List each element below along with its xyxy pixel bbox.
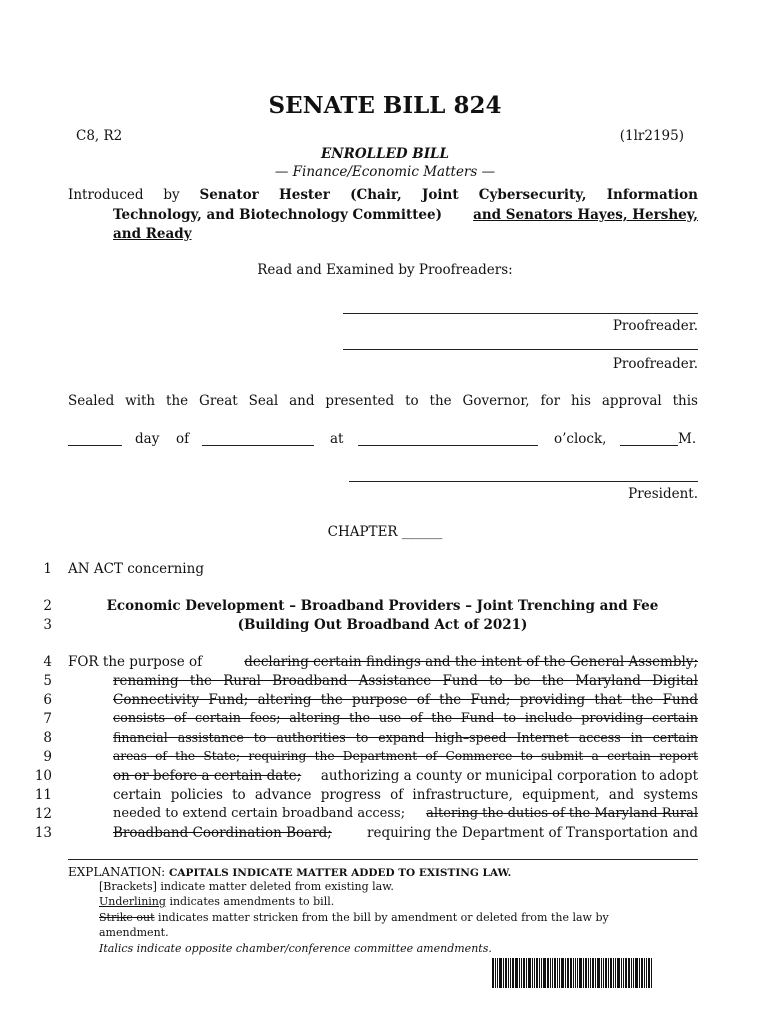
barcode-bar bbox=[615, 958, 616, 988]
ampm-blank bbox=[620, 445, 678, 446]
barcode-bar bbox=[577, 958, 578, 988]
barcode-bar bbox=[565, 958, 566, 988]
brackets-sample: [Brackets] bbox=[99, 880, 157, 893]
at-label: at bbox=[330, 431, 344, 447]
explanation-capitals: CAPITALS INDICATE MATTER ADDED TO EXISTING LAW. bbox=[169, 867, 512, 879]
line-number: 8 bbox=[43, 730, 52, 746]
month-blank bbox=[202, 445, 314, 446]
barcode-bar bbox=[512, 958, 514, 988]
barcode-bar bbox=[631, 958, 632, 988]
line-number: 5 bbox=[43, 673, 52, 689]
barcode-bar bbox=[579, 958, 582, 988]
barcode-bar bbox=[561, 958, 564, 988]
barcode-bar bbox=[532, 958, 533, 988]
barcode-bar bbox=[575, 958, 576, 988]
line-number: 12 bbox=[34, 806, 52, 822]
barcode-bar bbox=[585, 958, 587, 988]
stricken-text: Broadband Coordination Board; bbox=[113, 825, 332, 841]
explanation-label: EXPLANATION: bbox=[68, 865, 166, 879]
barcode-bar bbox=[605, 958, 607, 988]
barcode-bar bbox=[495, 958, 496, 988]
sponsor-line-3: and Ready bbox=[113, 226, 192, 242]
explanation-strike-cont: amendment. bbox=[99, 926, 169, 939]
barcode-bar bbox=[554, 958, 556, 988]
stricken-text: altering the duties of the Maryland Rural bbox=[426, 806, 698, 821]
day-blank bbox=[68, 445, 122, 446]
barcode-bar bbox=[644, 958, 645, 988]
oclock-label: o’clock, bbox=[554, 431, 607, 447]
barcode-bar bbox=[583, 958, 584, 988]
barcode-bar bbox=[547, 958, 549, 988]
barcode-bar bbox=[497, 958, 498, 988]
line-number: 4 bbox=[43, 654, 52, 670]
stricken-text: renaming the Rural Broadband Assistance Fund to be the Maryland Digital bbox=[113, 673, 698, 689]
barcode-bar bbox=[633, 958, 634, 988]
line-number: 7 bbox=[43, 711, 52, 727]
barcode-bar bbox=[503, 958, 504, 988]
barcode-bar bbox=[573, 958, 574, 988]
barcode-bar bbox=[635, 958, 638, 988]
sponsor-line-2a: Technology, and Biotechnology Committee) bbox=[113, 207, 442, 223]
underlining-description: indicates amendments to bill. bbox=[169, 895, 335, 908]
barcode-bar bbox=[536, 958, 538, 988]
barcode-bar bbox=[570, 958, 572, 988]
proofreader-label-1: Proofreader. bbox=[612, 318, 698, 334]
lr-number: (1lr2195) bbox=[619, 128, 684, 144]
barcode-bar bbox=[543, 958, 546, 988]
line-number: 3 bbox=[43, 617, 52, 633]
barcode-bar bbox=[505, 958, 507, 988]
barcode-bar bbox=[557, 958, 558, 988]
purpose-prefix: FOR the purpose of bbox=[68, 654, 203, 670]
barcode-image bbox=[492, 958, 680, 988]
barcode-bar bbox=[608, 958, 609, 988]
bill-title: SENATE BILL 824 bbox=[268, 92, 502, 119]
president-label: President. bbox=[628, 486, 698, 502]
explanation-brackets bbox=[99, 880, 394, 893]
purpose-text: authorizing a county or municipal corporation to adopt bbox=[320, 768, 698, 784]
sponsor-line-2b: and Senators Hayes, Hershey, bbox=[473, 207, 698, 223]
act-concerning: AN ACT concerning bbox=[68, 561, 204, 577]
barcode-bar bbox=[639, 958, 640, 988]
explanation-underlining bbox=[99, 895, 334, 908]
committee-label: — Finance/Economic Matters — bbox=[274, 164, 496, 180]
of-label: of bbox=[176, 431, 190, 447]
barcode-bar bbox=[597, 958, 600, 988]
barcode-bar bbox=[613, 958, 614, 988]
explanation-italics: Italics indicate opposite chamber/conference committee amendments. bbox=[99, 942, 492, 955]
purpose-line-13 bbox=[113, 825, 698, 841]
barcode-bar bbox=[523, 958, 525, 988]
proofreader-label-2: Proofreader. bbox=[612, 356, 698, 372]
stricken-text: Connectivity Fund; altering the purpose of the Fund; providing that the Fund bbox=[113, 692, 698, 708]
barcode-bar bbox=[623, 958, 624, 988]
explanation-strike bbox=[99, 911, 609, 924]
barcode-bar bbox=[526, 958, 527, 988]
barcode-bar bbox=[559, 958, 560, 988]
purpose-line-12 bbox=[113, 806, 698, 821]
purpose-line-4 bbox=[68, 654, 698, 670]
stricken-text: areas of the State; requiring the Department of Commerce to submit a certain report bbox=[113, 749, 698, 763]
barcode-bar bbox=[595, 958, 596, 988]
proofreaders-label: Read and Examined by Proofreaders: bbox=[257, 262, 513, 278]
purpose-line-10 bbox=[113, 768, 698, 784]
line-number: 2 bbox=[43, 598, 52, 614]
explanation-line bbox=[68, 865, 511, 879]
barcode-bar bbox=[603, 958, 604, 988]
barcode-bar bbox=[601, 958, 602, 988]
barcode-bar bbox=[590, 958, 591, 988]
introduced-prefix: Introduced by bbox=[68, 187, 180, 203]
line-number: 13 bbox=[34, 825, 52, 841]
sealed-text: Sealed with the Great Seal and presented to the Governor, for his approval this bbox=[68, 393, 698, 409]
barcode-bar bbox=[621, 958, 622, 988]
enrolled-label: ENROLLED BILL bbox=[321, 146, 449, 162]
barcode-bar bbox=[646, 958, 647, 988]
barcode-bar bbox=[550, 958, 551, 988]
introduced-block bbox=[68, 187, 698, 203]
stricken-text: consists of certain fees; altering the use of the Fund to include providing certain bbox=[113, 711, 698, 726]
stricken-text: on or before a certain date; bbox=[113, 768, 302, 784]
chapter-label: CHAPTER ______ bbox=[327, 524, 443, 540]
barcode-bar bbox=[492, 958, 494, 988]
time-blank bbox=[358, 445, 538, 446]
footer-divider bbox=[68, 859, 698, 860]
day-label: day bbox=[135, 431, 160, 447]
proofreader-signature-line-2 bbox=[343, 349, 698, 350]
brackets-description: indicate matter deleted from existing law. bbox=[160, 880, 394, 893]
barcode-bar bbox=[528, 958, 531, 988]
purpose-text: certain policies to advance progress of infrastructure, equipment, and systems bbox=[113, 787, 698, 803]
barcode-bar bbox=[625, 958, 627, 988]
barcode-bar bbox=[592, 958, 594, 988]
stricken-text: financial assistance to authorities to expand high–speed Internet access in certain bbox=[113, 730, 698, 745]
barcode-bar bbox=[499, 958, 502, 988]
barcode-bar bbox=[510, 958, 511, 988]
line-number: 6 bbox=[43, 692, 52, 708]
introduced-line-2 bbox=[113, 207, 698, 223]
barcode-bar bbox=[552, 958, 553, 988]
line-number: 1 bbox=[43, 561, 52, 577]
bill-heading-1: Economic Development – Broadband Providers – Joint Trenching and Fee bbox=[106, 598, 659, 614]
purpose-text: requiring the Department of Transportation and bbox=[367, 825, 698, 841]
strike-description: indicates matter stricken from the bill by amendment or deleted from the law by bbox=[158, 911, 609, 924]
underlining-sample: Underlining bbox=[99, 895, 166, 908]
barcode-bar bbox=[521, 958, 522, 988]
line-number: 11 bbox=[34, 787, 52, 803]
line-number: 10 bbox=[34, 768, 52, 784]
barcode-bar bbox=[610, 958, 612, 988]
line-number: 9 bbox=[43, 749, 52, 765]
strike-sample: Strike out bbox=[99, 911, 155, 924]
m-label: M. bbox=[678, 431, 697, 447]
barcode-bar bbox=[651, 958, 652, 988]
barcode-bar bbox=[617, 958, 620, 988]
barcode-bar bbox=[628, 958, 630, 988]
barcode-bar bbox=[641, 958, 643, 988]
stricken-text: declaring certain findings and the intent of the General Assembly; bbox=[244, 654, 698, 670]
purpose-text: needed to extend certain broadband access; bbox=[113, 806, 406, 821]
barcode-bar bbox=[519, 958, 520, 988]
president-signature-line bbox=[349, 481, 698, 482]
proofreader-signature-line-1 bbox=[343, 313, 698, 314]
barcode-bar bbox=[534, 958, 535, 988]
barcode-bar bbox=[515, 958, 518, 988]
sealed-date-row bbox=[68, 431, 698, 451]
barcode-bar bbox=[541, 958, 542, 988]
barcode-bar bbox=[648, 958, 650, 988]
barcode-bar bbox=[588, 958, 589, 988]
barcode-bar bbox=[508, 958, 509, 988]
barcode-bar bbox=[539, 958, 540, 988]
subject-codes: C8, R2 bbox=[76, 128, 123, 144]
bill-heading-2: (Building Out Broadband Act of 2021) bbox=[237, 617, 528, 633]
sponsor-line-1: Senator Hester (Chair, Joint Cybersecurity, Information bbox=[199, 187, 698, 203]
barcode-bar bbox=[567, 958, 569, 988]
